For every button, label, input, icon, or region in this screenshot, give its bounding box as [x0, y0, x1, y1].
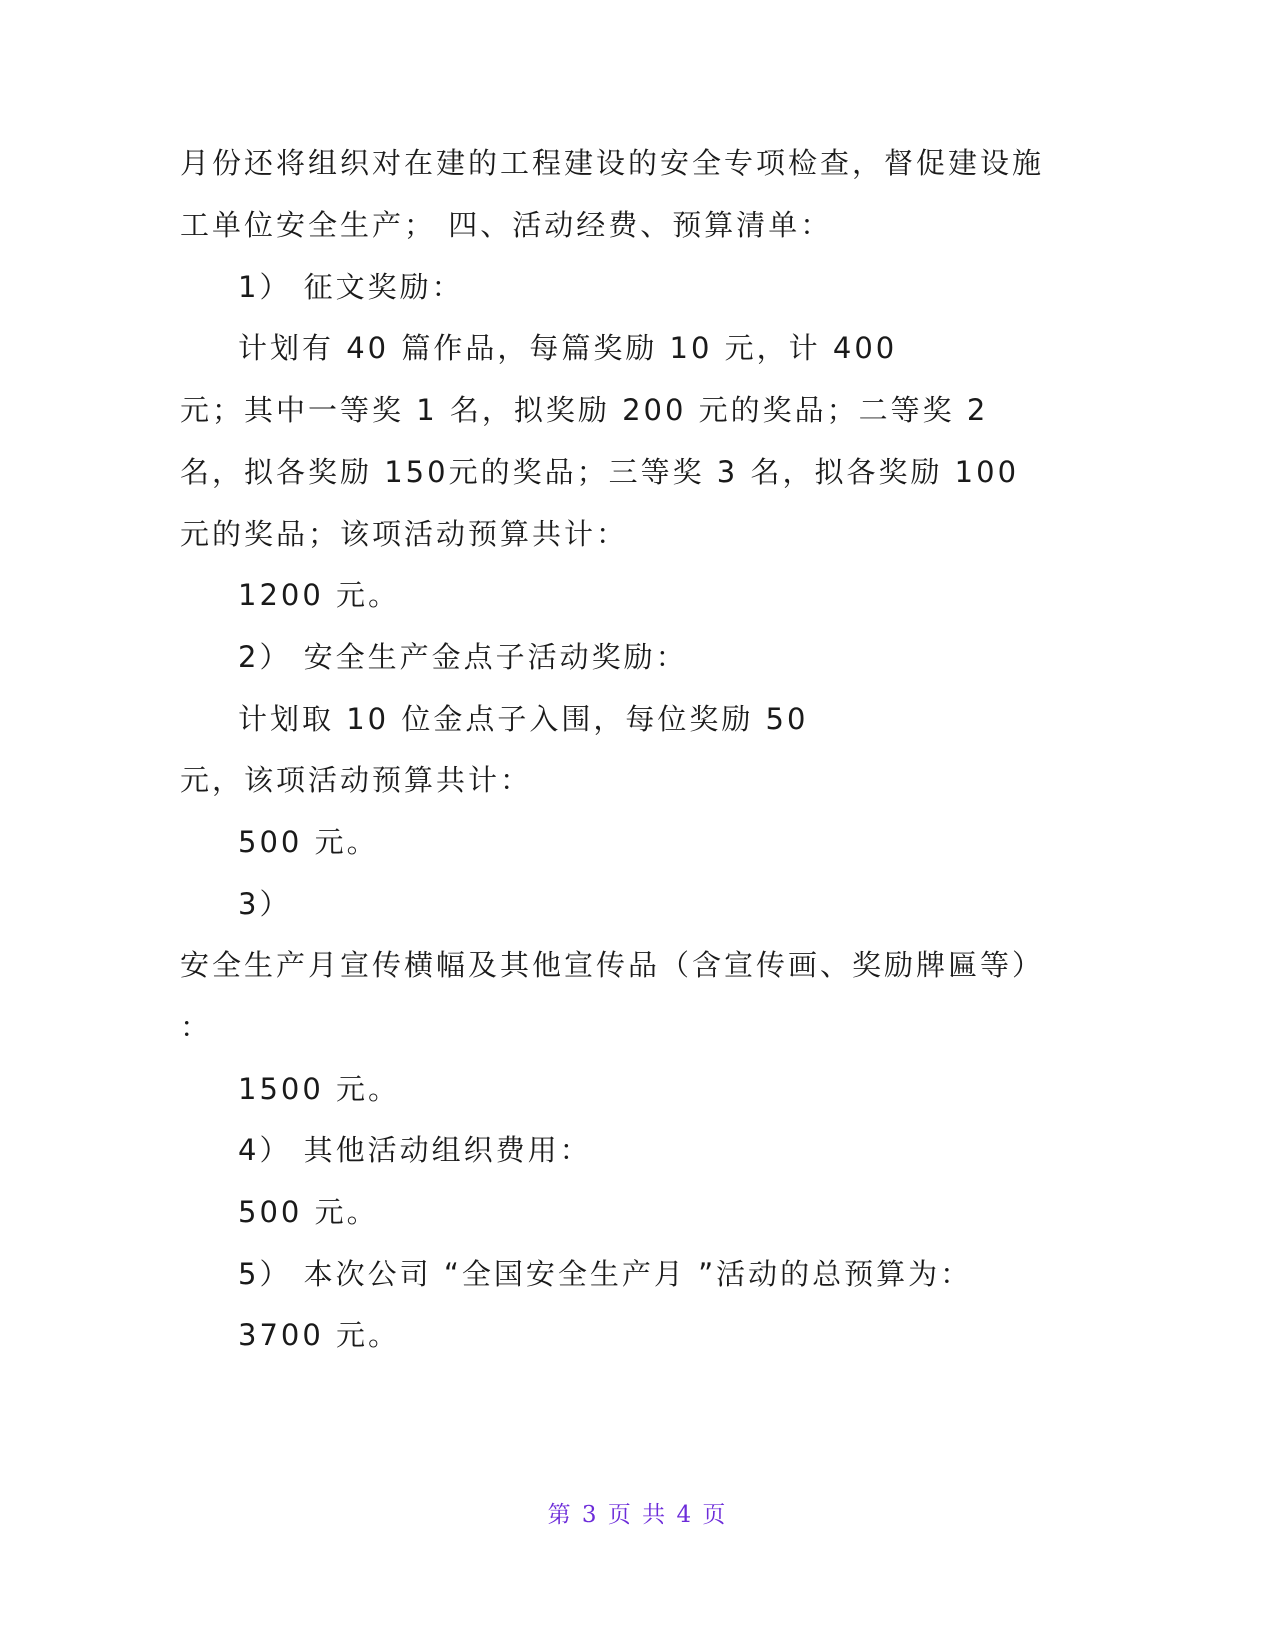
body-line-17: 4） 其他活动组织费用：: [238, 1133, 592, 1167]
body-line-12: 500 元。: [238, 825, 379, 859]
body-line-7: 元的奖品；该项活动预算共计：: [180, 517, 629, 551]
body-line-13: 3）: [238, 887, 292, 921]
body-line-3: 1） 征文奖励：: [238, 270, 464, 304]
body-line-20: 3700 元。: [238, 1318, 401, 1352]
body-line-14: 安全生产月宣传横幅及其他宣传品（含宣传画、奖励牌匾等）: [180, 948, 1045, 982]
body-line-4: 计划有 40 篇作品，每篇奖励 10 元，计 400: [238, 331, 898, 365]
body-line-6: 名，拟各奖励 150元的奖品；三等奖 3 名，拟各奖励 100: [180, 455, 1020, 489]
page-number-footer: 第 3 页 共 4 页: [547, 1502, 728, 1528]
body-line-15: ：: [180, 1010, 213, 1044]
body-line-10: 计划取 10 位金点子入围，每位奖励 50: [238, 702, 809, 736]
body-line-19: 5） 本次公司 “全国安全生产月 ”活动的总预算为：: [238, 1257, 973, 1291]
body-line-18: 500 元。: [238, 1195, 379, 1229]
body-line-16: 1500 元。: [238, 1072, 401, 1106]
body-line-5: 元；其中一等奖 1 名，拟奖励 200 元的奖品；二等奖 2: [180, 393, 989, 427]
body-line-2: 工单位安全生产； 四、活动经费、预算清单：: [180, 208, 833, 242]
body-line-11: 元，该项活动预算共计：: [180, 763, 533, 797]
body-line-8: 1200 元。: [238, 578, 401, 612]
body-line-9: 2） 安全生产金点子活动奖励：: [238, 640, 688, 674]
body-line-1: 月份还将组织对在建的工程建设的安全专项检查，督促建设施: [180, 146, 1045, 180]
